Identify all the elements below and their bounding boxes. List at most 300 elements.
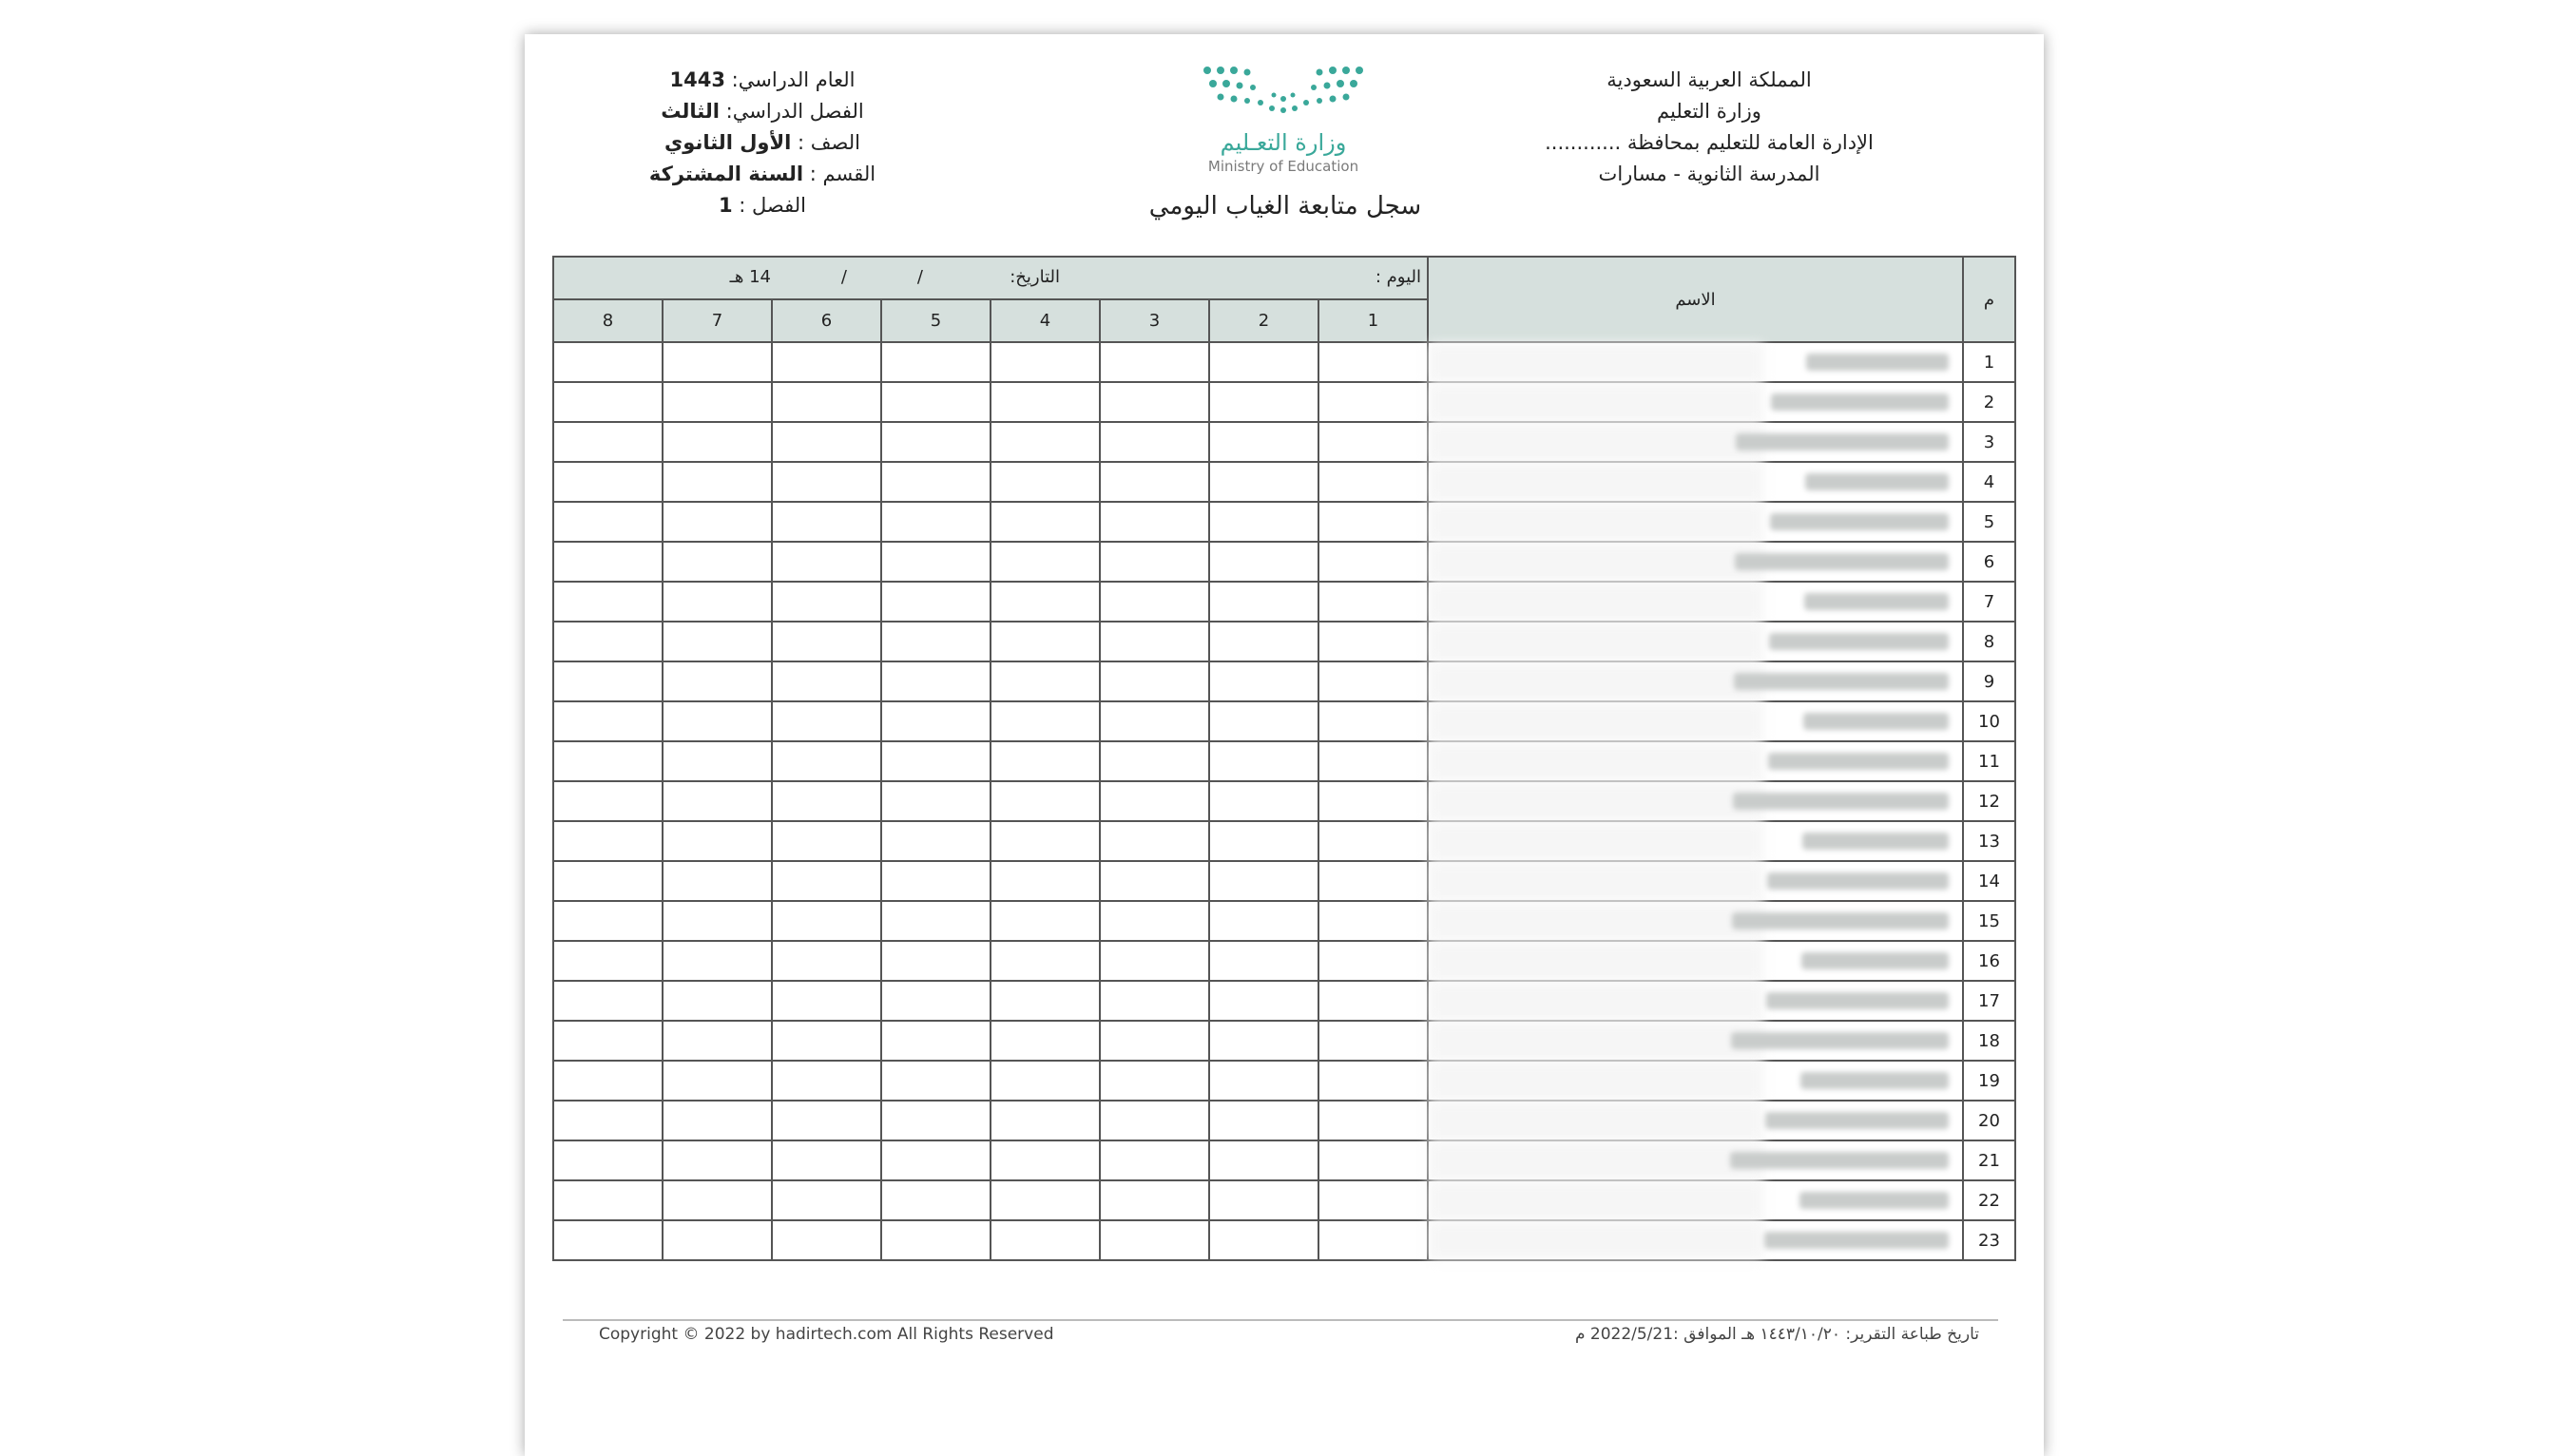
attendance-cell-period-4[interactable] bbox=[991, 542, 1100, 582]
blurred-overlay bbox=[1429, 982, 1763, 1020]
attendance-cell-period-5[interactable] bbox=[881, 861, 991, 901]
period-header-5: 5 bbox=[881, 299, 991, 342]
attendance-cell-period-1[interactable] bbox=[1318, 941, 1428, 981]
attendance-cell-period-2[interactable] bbox=[1209, 1101, 1318, 1140]
table-row bbox=[553, 622, 2015, 661]
attendance-cell-period-2[interactable] bbox=[1209, 781, 1318, 821]
attendance-cell-period-5[interactable] bbox=[881, 1101, 991, 1140]
attendance-cell-period-5[interactable] bbox=[881, 342, 991, 382]
attendance-cell-period-6[interactable] bbox=[772, 502, 881, 542]
student-name-cell bbox=[1428, 821, 1963, 861]
attendance-cell-period-8[interactable] bbox=[553, 661, 663, 701]
attendance-cell-period-6[interactable] bbox=[772, 542, 881, 582]
blurred-overlay bbox=[1429, 782, 1763, 820]
table-row bbox=[553, 661, 2015, 701]
attendance-cell-period-3[interactable] bbox=[1100, 462, 1209, 502]
attendance-cell-period-3[interactable] bbox=[1100, 701, 1209, 741]
attendance-cell-period-3[interactable] bbox=[1100, 901, 1209, 941]
blurred-overlay bbox=[1429, 383, 1763, 421]
attendance-cell-period-7[interactable] bbox=[663, 661, 772, 701]
blurred-overlay bbox=[1429, 702, 1763, 740]
blurred-overlay bbox=[1429, 1181, 1763, 1219]
attendance-cell-period-5[interactable] bbox=[881, 1061, 991, 1101]
attendance-cell-period-5[interactable] bbox=[881, 741, 991, 781]
attendance-cell-period-7[interactable] bbox=[663, 462, 772, 502]
attendance-cell-period-8[interactable] bbox=[553, 1061, 663, 1101]
row-number: 11 bbox=[1963, 741, 2015, 781]
attendance-cell-period-7[interactable] bbox=[663, 582, 772, 622]
attendance-cell-period-3[interactable] bbox=[1100, 861, 1209, 901]
attendance-cell-period-8[interactable] bbox=[553, 1140, 663, 1180]
attendance-cell-period-4[interactable] bbox=[991, 582, 1100, 622]
attendance-cell-period-6[interactable] bbox=[772, 622, 881, 661]
period-header-7: 7 bbox=[663, 299, 772, 342]
attendance-cell-period-4[interactable] bbox=[991, 462, 1100, 502]
attendance-cell-period-2[interactable] bbox=[1209, 1140, 1318, 1180]
attendance-cell-period-5[interactable] bbox=[881, 1021, 991, 1061]
attendance-cell-period-4[interactable] bbox=[991, 901, 1100, 941]
attendance-cell-period-5[interactable] bbox=[881, 821, 991, 861]
attendance-cell-period-2[interactable] bbox=[1209, 661, 1318, 701]
attendance-cell-period-1[interactable] bbox=[1318, 582, 1428, 622]
blurred-student-name bbox=[1802, 833, 1949, 850]
blurred-overlay bbox=[1429, 1062, 1763, 1100]
table-row bbox=[553, 1220, 2015, 1260]
attendance-cell-period-4[interactable] bbox=[991, 941, 1100, 981]
attendance-cell-period-7[interactable] bbox=[663, 901, 772, 941]
row-number: 21 bbox=[1963, 1140, 2015, 1180]
table-row bbox=[553, 1140, 2015, 1180]
attendance-cell-period-4[interactable] bbox=[991, 861, 1100, 901]
attendance-cell-period-6[interactable] bbox=[772, 1180, 881, 1220]
attendance-cell-period-6[interactable] bbox=[772, 1061, 881, 1101]
blurred-student-name bbox=[1730, 1152, 1949, 1169]
section: القسم : السنة المشتركة bbox=[648, 163, 876, 185]
row-number: 8 bbox=[1963, 622, 2015, 661]
attendance-cell-period-8[interactable] bbox=[553, 981, 663, 1021]
attendance-cell-period-4[interactable] bbox=[991, 1220, 1100, 1260]
attendance-cell-period-3[interactable] bbox=[1100, 1061, 1209, 1101]
student-name-cell bbox=[1428, 941, 1963, 981]
attendance-cell-period-6[interactable] bbox=[772, 781, 881, 821]
attendance-cell-period-8[interactable] bbox=[553, 701, 663, 741]
blurred-overlay bbox=[1429, 662, 1763, 700]
attendance-cell-period-1[interactable] bbox=[1318, 622, 1428, 661]
attendance-cell-period-7[interactable] bbox=[663, 1101, 772, 1140]
attendance-cell-period-5[interactable] bbox=[881, 661, 991, 701]
period-header-6: 6 bbox=[772, 299, 881, 342]
attendance-cell-period-3[interactable] bbox=[1100, 1220, 1209, 1260]
attendance-cell-period-1[interactable] bbox=[1318, 422, 1428, 462]
attendance-cell-period-3[interactable] bbox=[1100, 941, 1209, 981]
attendance-cell-period-4[interactable] bbox=[991, 342, 1100, 382]
blurred-overlay bbox=[1429, 1141, 1763, 1179]
school-label: المدرسة الثانوية - مسارات bbox=[1598, 163, 1820, 185]
attendance-cell-period-4[interactable] bbox=[991, 382, 1100, 422]
row-number: 3 bbox=[1963, 422, 2015, 462]
table-row bbox=[553, 821, 2015, 861]
attendance-cell-period-1[interactable] bbox=[1318, 1140, 1428, 1180]
table-row bbox=[553, 1061, 2015, 1101]
directorate-label: الإدارة العامة للتعليم بمحافظة ............ bbox=[1545, 131, 1874, 154]
attendance-cell-period-5[interactable] bbox=[881, 382, 991, 422]
table-row bbox=[553, 462, 2015, 502]
blurred-overlay bbox=[1429, 862, 1763, 900]
attendance-cell-period-7[interactable] bbox=[663, 981, 772, 1021]
attendance-cell-period-3[interactable] bbox=[1100, 781, 1209, 821]
attendance-cell-period-1[interactable] bbox=[1318, 661, 1428, 701]
attendance-cell-period-5[interactable] bbox=[881, 582, 991, 622]
attendance-cell-period-7[interactable] bbox=[663, 342, 772, 382]
copyright-text: Copyright © 2022 by hadirtech.com All Rights Reserved bbox=[599, 1325, 1054, 1344]
attendance-cell-period-1[interactable] bbox=[1318, 701, 1428, 741]
attendance-cell-period-6[interactable] bbox=[772, 422, 881, 462]
row-number: 6 bbox=[1963, 542, 2015, 582]
attendance-cell-period-1[interactable] bbox=[1318, 981, 1428, 1021]
attendance-cell-period-2[interactable] bbox=[1209, 901, 1318, 941]
attendance-cell-period-3[interactable] bbox=[1100, 661, 1209, 701]
attendance-cell-period-8[interactable] bbox=[553, 382, 663, 422]
student-name-cell bbox=[1428, 462, 1963, 502]
attendance-cell-period-2[interactable] bbox=[1209, 502, 1318, 542]
table-body bbox=[553, 342, 2015, 1260]
attendance-cell-period-8[interactable] bbox=[553, 1021, 663, 1061]
table-row bbox=[553, 781, 2015, 821]
row-number: 5 bbox=[1963, 502, 2015, 542]
blurred-overlay bbox=[1429, 463, 1763, 501]
blurred-student-name bbox=[1770, 513, 1949, 530]
attendance-cell-period-7[interactable] bbox=[663, 821, 772, 861]
attendance-cell-period-6[interactable] bbox=[772, 1140, 881, 1180]
blurred-student-name bbox=[1735, 553, 1949, 570]
attendance-cell-period-5[interactable] bbox=[881, 502, 991, 542]
table-row bbox=[553, 741, 2015, 781]
logo-english-text: Ministry of Education bbox=[1207, 158, 1359, 175]
blurred-overlay bbox=[1429, 343, 1763, 381]
table-row bbox=[553, 941, 2015, 981]
attendance-cell-period-2[interactable] bbox=[1209, 821, 1318, 861]
attendance-cell-period-2[interactable] bbox=[1209, 622, 1318, 661]
attendance-cell-period-1[interactable] bbox=[1318, 1220, 1428, 1260]
attendance-cell-period-6[interactable] bbox=[772, 861, 881, 901]
attendance-cell-period-8[interactable] bbox=[553, 342, 663, 382]
blurred-overlay bbox=[1429, 1022, 1763, 1060]
attendance-cell-period-6[interactable] bbox=[772, 741, 881, 781]
attendance-cell-period-2[interactable] bbox=[1209, 981, 1318, 1021]
student-name-cell bbox=[1428, 901, 1963, 941]
attendance-cell-period-1[interactable] bbox=[1318, 1180, 1428, 1220]
attendance-cell-period-4[interactable] bbox=[991, 1140, 1100, 1180]
term: الفصل الدراسي: الثالث bbox=[661, 100, 864, 123]
attendance-cell-period-5[interactable] bbox=[881, 622, 991, 661]
attendance-cell-period-8[interactable] bbox=[553, 781, 663, 821]
student-name-cell bbox=[1428, 622, 1963, 661]
attendance-cell-period-4[interactable] bbox=[991, 981, 1100, 1021]
blurred-overlay bbox=[1429, 902, 1763, 940]
attendance-cell-period-6[interactable] bbox=[772, 701, 881, 741]
date-slash-2: / bbox=[840, 267, 847, 287]
ministry-label: وزارة التعليم bbox=[1657, 100, 1761, 123]
blurred-overlay bbox=[1429, 742, 1763, 780]
attendance-cell-period-8[interactable] bbox=[553, 1220, 663, 1260]
attendance-cell-period-1[interactable] bbox=[1318, 741, 1428, 781]
attendance-cell-period-3[interactable] bbox=[1100, 342, 1209, 382]
attendance-cell-period-7[interactable] bbox=[663, 741, 772, 781]
student-name-cell bbox=[1428, 342, 1963, 382]
attendance-cell-period-2[interactable] bbox=[1209, 1021, 1318, 1061]
blurred-overlay bbox=[1429, 1221, 1763, 1259]
attendance-cell-period-2[interactable] bbox=[1209, 582, 1318, 622]
attendance-cell-period-5[interactable] bbox=[881, 941, 991, 981]
attendance-cell-period-7[interactable] bbox=[663, 542, 772, 582]
row-number: 18 bbox=[1963, 1021, 2015, 1061]
attendance-cell-period-2[interactable] bbox=[1209, 701, 1318, 741]
attendance-cell-period-6[interactable] bbox=[772, 981, 881, 1021]
blurred-student-name bbox=[1764, 1232, 1949, 1249]
student-name-cell bbox=[1428, 542, 1963, 582]
row-number: 22 bbox=[1963, 1180, 2015, 1220]
attendance-cell-period-7[interactable] bbox=[663, 502, 772, 542]
attendance-cell-period-2[interactable] bbox=[1209, 1220, 1318, 1260]
student-name-cell bbox=[1428, 1061, 1963, 1101]
attendance-cell-period-1[interactable] bbox=[1318, 342, 1428, 382]
attendance-cell-period-2[interactable] bbox=[1209, 941, 1318, 981]
attendance-cell-period-2[interactable] bbox=[1209, 342, 1318, 382]
attendance-cell-period-1[interactable] bbox=[1318, 781, 1428, 821]
attendance-cell-period-6[interactable] bbox=[772, 582, 881, 622]
attendance-cell-period-2[interactable] bbox=[1209, 1180, 1318, 1220]
attendance-cell-period-8[interactable] bbox=[553, 821, 663, 861]
attendance-cell-period-1[interactable] bbox=[1318, 821, 1428, 861]
blurred-student-name bbox=[1806, 354, 1949, 371]
attendance-cell-period-7[interactable] bbox=[663, 1061, 772, 1101]
attendance-cell-period-3[interactable] bbox=[1100, 622, 1209, 661]
attendance-cell-period-3[interactable] bbox=[1100, 981, 1209, 1021]
attendance-cell-period-2[interactable] bbox=[1209, 861, 1318, 901]
row-number: 1 bbox=[1963, 342, 2015, 382]
attendance-cell-period-3[interactable] bbox=[1100, 1021, 1209, 1061]
blurred-student-name bbox=[1803, 713, 1949, 730]
attendance-cell-period-4[interactable] bbox=[991, 1180, 1100, 1220]
blurred-overlay bbox=[1429, 822, 1763, 860]
student-name-cell bbox=[1428, 741, 1963, 781]
attendance-cell-period-4[interactable] bbox=[991, 701, 1100, 741]
row-number: 10 bbox=[1963, 701, 2015, 741]
attendance-cell-period-4[interactable] bbox=[991, 661, 1100, 701]
attendance-cell-period-1[interactable] bbox=[1318, 1021, 1428, 1061]
attendance-cell-period-3[interactable] bbox=[1100, 422, 1209, 462]
period-header-4: 4 bbox=[991, 299, 1100, 342]
attendance-cell-period-7[interactable] bbox=[663, 941, 772, 981]
attendance-cell-period-4[interactable] bbox=[991, 422, 1100, 462]
attendance-cell-period-1[interactable] bbox=[1318, 1061, 1428, 1101]
date-slash-1: / bbox=[916, 267, 923, 287]
attendance-cell-period-1[interactable] bbox=[1318, 901, 1428, 941]
attendance-cell-period-5[interactable] bbox=[881, 422, 991, 462]
attendance-cell-period-7[interactable] bbox=[663, 422, 772, 462]
attendance-cell-period-6[interactable] bbox=[772, 382, 881, 422]
class-number: الفصل : 1 bbox=[718, 194, 807, 217]
attendance-cell-period-7[interactable] bbox=[663, 1220, 772, 1260]
attendance-cell-period-1[interactable] bbox=[1318, 502, 1428, 542]
attendance-cell-period-4[interactable] bbox=[991, 1061, 1100, 1101]
print-date-text: تاريخ طباعة التقرير: ١٤٤٣/١٠/٢٠ هـ الموافق :2022/5/21 م bbox=[1574, 1325, 1979, 1344]
attendance-cell-period-8[interactable] bbox=[553, 462, 663, 502]
row-number: 13 bbox=[1963, 821, 2015, 861]
row-number: 12 bbox=[1963, 781, 2015, 821]
blurred-student-name bbox=[1765, 1112, 1949, 1129]
col-number-header: م bbox=[1963, 257, 2015, 342]
attendance-cell-period-7[interactable] bbox=[663, 861, 772, 901]
attendance-cell-period-3[interactable] bbox=[1100, 542, 1209, 582]
attendance-cell-period-4[interactable] bbox=[991, 1021, 1100, 1061]
attendance-cell-period-6[interactable] bbox=[772, 901, 881, 941]
blurred-overlay bbox=[1429, 423, 1763, 461]
attendance-cell-period-2[interactable] bbox=[1209, 382, 1318, 422]
attendance-cell-period-5[interactable] bbox=[881, 701, 991, 741]
table-row bbox=[553, 582, 2015, 622]
attendance-cell-period-8[interactable] bbox=[553, 422, 663, 462]
col-name-header: الاسم bbox=[1428, 257, 1963, 342]
blurred-student-name bbox=[1733, 793, 1949, 810]
attendance-cell-period-7[interactable] bbox=[663, 701, 772, 741]
period-header-2: 2 bbox=[1209, 299, 1318, 342]
student-name-cell bbox=[1428, 1140, 1963, 1180]
table-row bbox=[553, 342, 2015, 382]
attendance-cell-period-4[interactable] bbox=[991, 502, 1100, 542]
blurred-overlay bbox=[1429, 942, 1763, 980]
student-name-cell bbox=[1428, 1021, 1963, 1061]
student-name-cell bbox=[1428, 861, 1963, 901]
blurred-student-name bbox=[1731, 1032, 1949, 1049]
attendance-cell-period-8[interactable] bbox=[553, 622, 663, 661]
attendance-cell-period-7[interactable] bbox=[663, 382, 772, 422]
attendance-cell-period-5[interactable] bbox=[881, 981, 991, 1021]
attendance-cell-period-8[interactable] bbox=[553, 502, 663, 542]
period-header-1: 1 bbox=[1318, 299, 1428, 342]
attendance-cell-period-2[interactable] bbox=[1209, 1061, 1318, 1101]
attendance-cell-period-7[interactable] bbox=[663, 1180, 772, 1220]
blurred-student-name bbox=[1771, 393, 1949, 411]
kingdom-label: المملكة العربية السعودية bbox=[1607, 68, 1812, 91]
attendance-cell-period-4[interactable] bbox=[991, 622, 1100, 661]
row-number: 23 bbox=[1963, 1220, 2015, 1260]
attendance-cell-period-3[interactable] bbox=[1100, 502, 1209, 542]
blurred-student-name bbox=[1736, 433, 1949, 450]
header-class-info bbox=[620, 65, 905, 221]
attendance-cell-period-8[interactable] bbox=[553, 582, 663, 622]
attendance-cell-period-6[interactable] bbox=[772, 462, 881, 502]
attendance-cell-period-2[interactable] bbox=[1209, 462, 1318, 502]
attendance-cell-period-4[interactable] bbox=[991, 1101, 1100, 1140]
row-number: 19 bbox=[1963, 1061, 2015, 1101]
attendance-cell-period-8[interactable] bbox=[553, 741, 663, 781]
attendance-cell-period-7[interactable] bbox=[663, 1140, 772, 1180]
attendance-cell-period-5[interactable] bbox=[881, 1140, 991, 1180]
student-name-cell bbox=[1428, 1180, 1963, 1220]
attendance-cell-period-7[interactable] bbox=[663, 781, 772, 821]
attendance-cell-period-4[interactable] bbox=[991, 781, 1100, 821]
blurred-student-name bbox=[1767, 872, 1949, 890]
blurred-overlay bbox=[1429, 1102, 1763, 1140]
attendance-cell-period-4[interactable] bbox=[991, 821, 1100, 861]
attendance-cell-period-3[interactable] bbox=[1100, 1180, 1209, 1220]
attendance-cell-period-3[interactable] bbox=[1100, 582, 1209, 622]
row-number: 20 bbox=[1963, 1101, 2015, 1140]
attendance-cell-period-5[interactable] bbox=[881, 781, 991, 821]
attendance-cell-period-5[interactable] bbox=[881, 462, 991, 502]
attendance-cell-period-6[interactable] bbox=[772, 941, 881, 981]
attendance-cell-period-3[interactable] bbox=[1100, 1140, 1209, 1180]
attendance-cell-period-8[interactable] bbox=[553, 1101, 663, 1140]
attendance-cell-period-6[interactable] bbox=[772, 1021, 881, 1061]
attendance-cell-period-5[interactable] bbox=[881, 1180, 991, 1220]
attendance-cell-period-7[interactable] bbox=[663, 622, 772, 661]
blurred-overlay bbox=[1429, 623, 1763, 661]
attendance-cell-period-6[interactable] bbox=[772, 821, 881, 861]
academic-year: العام الدراسي: 1443 bbox=[669, 68, 856, 91]
student-name-cell bbox=[1428, 1220, 1963, 1260]
day-label: اليوم : bbox=[1375, 267, 1421, 287]
blurred-student-name bbox=[1768, 753, 1949, 770]
attendance-cell-period-7[interactable] bbox=[663, 1021, 772, 1061]
attendance-cell-period-8[interactable] bbox=[553, 542, 663, 582]
attendance-cell-period-1[interactable] bbox=[1318, 861, 1428, 901]
table-row bbox=[553, 1021, 2015, 1061]
attendance-cell-period-8[interactable] bbox=[553, 901, 663, 941]
attendance-cell-period-1[interactable] bbox=[1318, 1101, 1428, 1140]
row-number: 4 bbox=[1963, 462, 2015, 502]
date-label: التاريخ: bbox=[1010, 267, 1060, 287]
attendance-cell-period-6[interactable] bbox=[772, 342, 881, 382]
attendance-cell-period-2[interactable] bbox=[1209, 741, 1318, 781]
attendance-cell-period-5[interactable] bbox=[881, 901, 991, 941]
attendance-cell-period-8[interactable] bbox=[553, 941, 663, 981]
table-row bbox=[553, 502, 2015, 542]
attendance-cell-period-4[interactable] bbox=[991, 741, 1100, 781]
attendance-cell-period-6[interactable] bbox=[772, 1101, 881, 1140]
attendance-cell-period-6[interactable] bbox=[772, 1220, 881, 1260]
attendance-cell-period-2[interactable] bbox=[1209, 542, 1318, 582]
row-number: 2 bbox=[1963, 382, 2015, 422]
logo-arabic-text: وزارة التعـليم bbox=[1220, 129, 1347, 156]
date-suffix: 14 هـ bbox=[729, 267, 771, 287]
attendance-cell-period-3[interactable] bbox=[1100, 382, 1209, 422]
attendance-cell-period-8[interactable] bbox=[553, 1180, 663, 1220]
table-row bbox=[553, 422, 2015, 462]
attendance-cell-period-1[interactable] bbox=[1318, 382, 1428, 422]
student-name-cell bbox=[1428, 502, 1963, 542]
attendance-cell-period-2[interactable] bbox=[1209, 422, 1318, 462]
blurred-student-name bbox=[1732, 912, 1949, 929]
attendance-cell-period-5[interactable] bbox=[881, 542, 991, 582]
blurred-student-name bbox=[1766, 992, 1949, 1009]
table-header-row bbox=[553, 257, 2015, 299]
table-row bbox=[553, 701, 2015, 741]
attendance-cell-period-3[interactable] bbox=[1100, 741, 1209, 781]
attendance-cell-period-5[interactable] bbox=[881, 1220, 991, 1260]
row-number: 16 bbox=[1963, 941, 2015, 981]
attendance-cell-period-6[interactable] bbox=[772, 661, 881, 701]
blurred-student-name bbox=[1769, 633, 1949, 650]
attendance-cell-period-1[interactable] bbox=[1318, 462, 1428, 502]
blurred-overlay bbox=[1429, 503, 1763, 541]
attendance-cell-period-3[interactable] bbox=[1100, 821, 1209, 861]
attendance-cell-period-8[interactable] bbox=[553, 861, 663, 901]
attendance-cell-period-1[interactable] bbox=[1318, 542, 1428, 582]
attendance-cell-period-3[interactable] bbox=[1100, 1101, 1209, 1140]
student-name-cell bbox=[1428, 382, 1963, 422]
